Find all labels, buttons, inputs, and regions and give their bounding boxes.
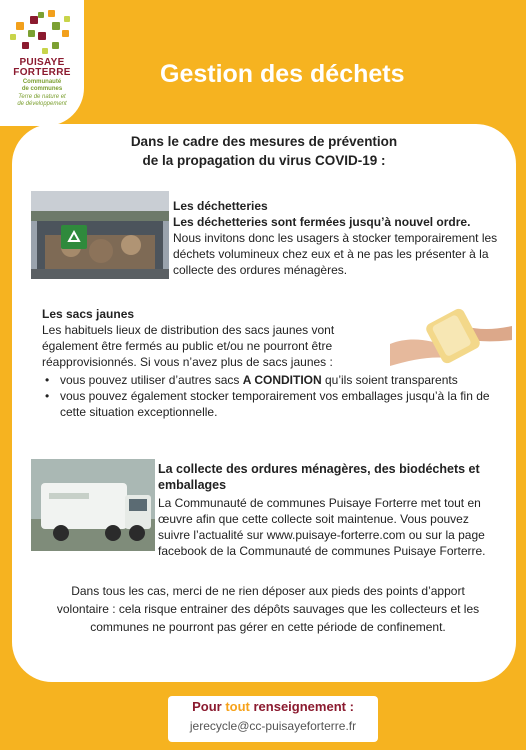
logo-tag-line2: de développement <box>17 101 67 107</box>
dechetteries-heading: Les déchetteries <box>173 199 268 213</box>
closing-text: Dans tous les cas, merci de ne rien déposer aux pieds des points d’apport volontaire : cela risque entrainer des dépôts sauvages que les collecteurs et les communes ne pourront pas gérer en cette période de confinement. <box>56 584 480 634</box>
sacs-bullet-1-b: A CONDITION <box>242 373 322 387</box>
contact-rest: renseignement : <box>249 699 354 714</box>
sacs-body: Les habituels lieux de distribution des sacs jaunes vont également être fermés au public et/ou ne pourront être réapprovisionnés. Si vous n’avez plus de sacs jaunes : <box>42 323 335 369</box>
dechetterie-photo <box>31 191 169 279</box>
sacs-heading: Les sacs jaunes <box>42 307 135 321</box>
sacs-bullet-2: • vous pouvez également stocker temporairement vos emballages jusqu’à la fin de cette situation exceptionnelle. <box>42 388 502 420</box>
logo-name-line2: FORTERRE <box>13 67 71 78</box>
sacs-photo <box>390 296 512 374</box>
contact-pour: Pour <box>192 699 226 714</box>
logo-name-line1: PUISAYE <box>19 57 65 68</box>
dechetteries-bold-line: Les déchetteries sont fermées jusqu’à nouvel ordre. <box>173 215 471 229</box>
collecte-heading: La collecte des ordures ménagères, des biodéchets et emballages <box>158 462 480 492</box>
logo-tag-line1: Terre de nature et <box>18 94 66 100</box>
dechetteries-body: Nous invitons donc les usagers à stocker temporairement les déchets volumineux chez eux et à ne pas les présenter à la collecte des ordures ménagères. <box>173 231 498 277</box>
logo-mark-icon <box>8 8 76 58</box>
contact-accent: tout <box>225 699 250 714</box>
sacs-bullet-1-a: vous pouvez utiliser d’autres sacs <box>60 373 243 387</box>
intro-text <box>12 132 516 170</box>
intro-line1: Dans le cadre des mesures de prévention <box>130 134 398 149</box>
logo-sub-line1: Communauté <box>22 79 62 85</box>
sacs-bullet-1-c: qu’ils soient transparents <box>321 373 458 387</box>
contact-title <box>168 699 378 714</box>
collecte-body: La Communauté de communes Puisaye Forterre met tout en œuvre afin que cette collecte soit maintenue. Vous pouvez suivre l’actualité sur www.puisaye-forterre.com ou sur la page facebook de la Communauté de communes Puisaye Forterre. <box>158 496 486 558</box>
logo-sub-line2: de communes <box>21 86 63 92</box>
intro-line2: de la propagation du virus COVID-19 : <box>142 153 386 168</box>
dechetteries-section <box>173 198 501 278</box>
sacs-bullet-1 <box>42 372 502 388</box>
truck-photo <box>31 459 155 551</box>
sacs-bullets <box>42 372 502 420</box>
logo-panel <box>0 0 84 126</box>
contact-email[interactable]: jerecycle@cc-puisayeforterre.fr <box>189 719 357 733</box>
sacs-section <box>42 306 387 370</box>
contact-box <box>168 696 378 742</box>
page-title: Gestion des déchets <box>160 60 405 88</box>
recycle-sign-icon <box>61 225 87 249</box>
collecte-section <box>158 461 501 559</box>
